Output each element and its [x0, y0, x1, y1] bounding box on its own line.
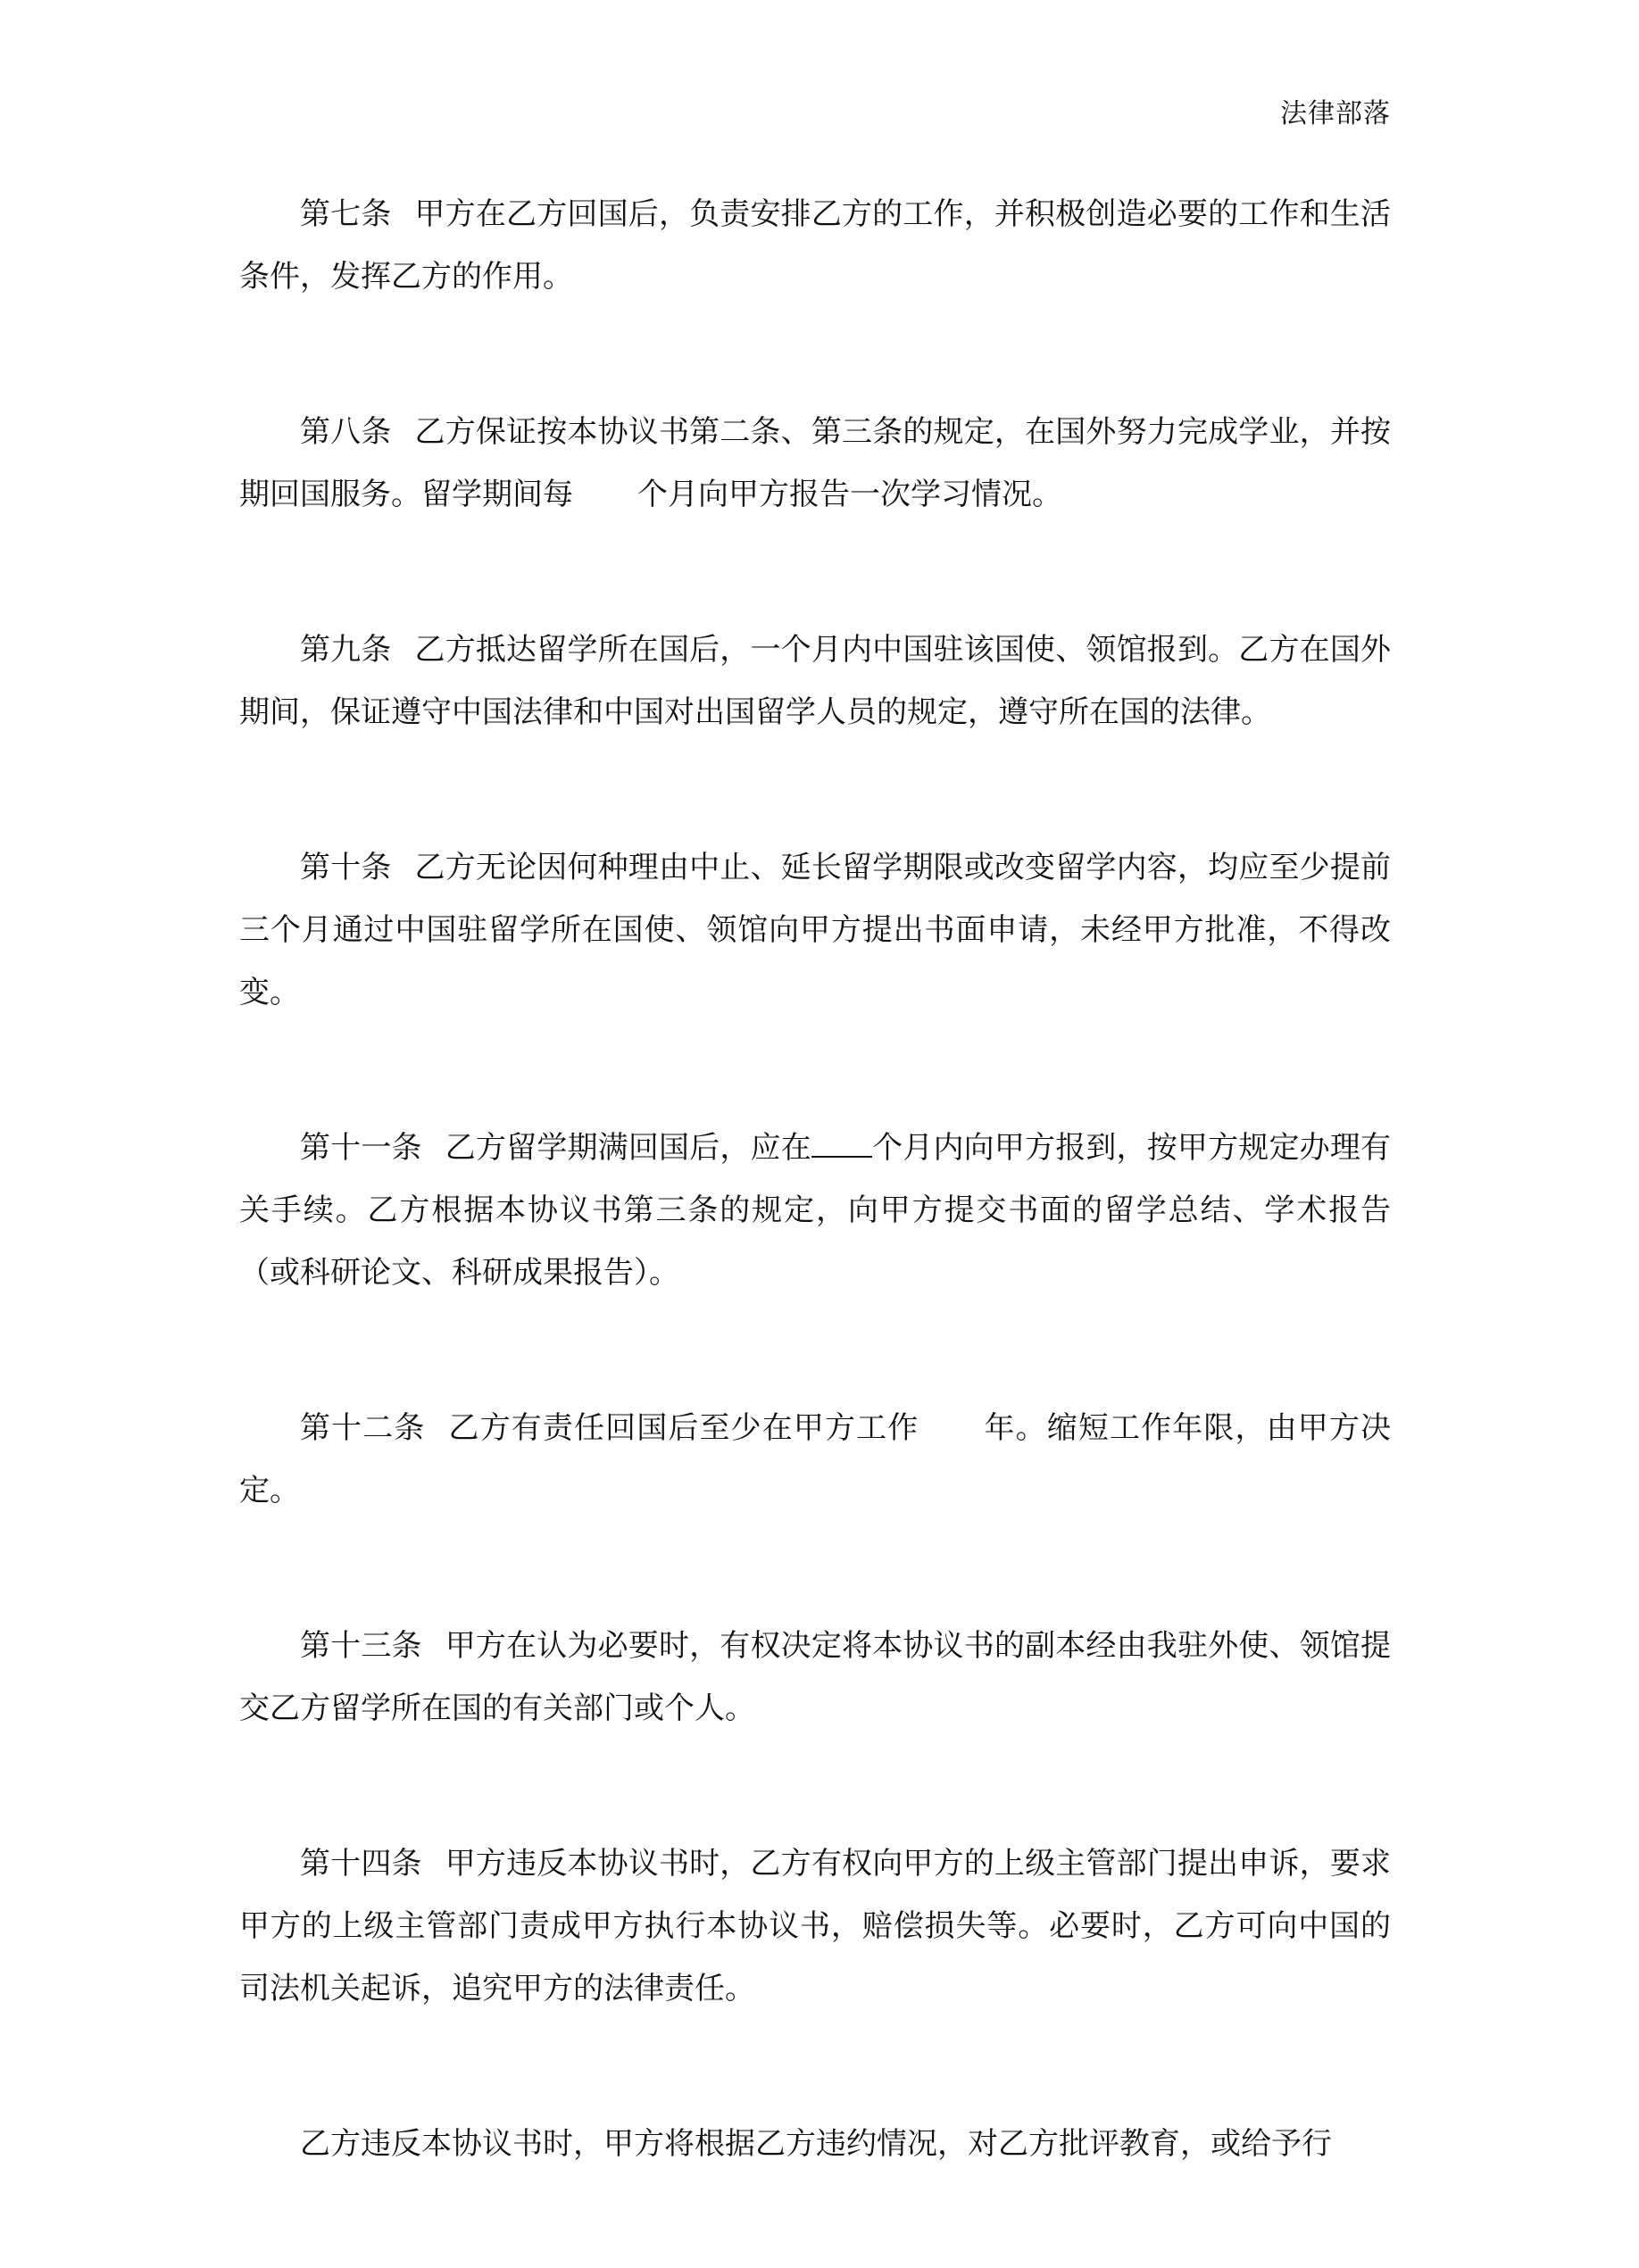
clause-text: 乙方保证按本协议书第二条、第三条的规定，在国外努力完成学业，并按期回国服务。留学期间每 [239, 414, 1391, 512]
clause-13 [239, 1615, 1391, 1740]
clause-9 [239, 619, 1391, 744]
document-body [239, 183, 1391, 2268]
clause-text: 年。缩短工作年限，由甲方决定。 [239, 1410, 1391, 1508]
clause-text: 甲方在乙方回国后，负责安排乙方的工作，并积极创造必要的工作和生活条件，发挥乙方的作用。 [239, 196, 1391, 295]
clause-12 [239, 1397, 1391, 1522]
clause-text: 个月向甲方报告一次学习情况。 [637, 477, 1062, 512]
clause-text: 个月内向甲方报到，按甲方规定办理有关手续。乙方根据本协议书第三条的规定，向甲方提交书面的留学总结、学术报告（或科研论文、科研成果报告）。 [239, 1130, 1392, 1291]
clause-text: 甲方违反本协议书时，乙方有权向甲方的上级主管部门提出申诉，要求甲方的上级主管部门责成甲方执行本协议书，赔偿损失等。必要时，乙方可向中国的司法机关起诉，追究甲方的法律责任。 [239, 1846, 1392, 2006]
clause-number: 第十四条 [300, 1846, 422, 1882]
clause-10 [239, 836, 1391, 1024]
clause-14 [239, 1832, 1391, 2020]
clause-number: 第十三条 [300, 1628, 422, 1664]
clause-number: 第十二条 [300, 1410, 426, 1446]
clause-8 [239, 401, 1391, 526]
header-watermark: 法律部落 [1280, 98, 1391, 129]
clause-number: 第九条 [300, 632, 392, 668]
closing-text: 乙方违反本协议书时，甲方将根据乙方违约情况，对乙方批评教育，或给予行 [300, 2126, 1332, 2162]
closing-paragraph [239, 2113, 1391, 2175]
clause-number: 第十条 [300, 850, 392, 885]
clause-text: 甲方在认为必要时，有权决定将本协议书的副本经由我驻外使、领馆提交乙方留学所在国的有关部门或个人。 [239, 1628, 1392, 1726]
clause-text: 乙方有责任回国后至少在甲方工作 [448, 1410, 919, 1446]
clause-number: 第七条 [300, 196, 392, 232]
clause-11 [239, 1117, 1391, 1304]
clause-number: 第八条 [300, 414, 392, 450]
clause-text: 乙方无论因何种理由中止、延长留学期限或改变留学内容，均应至少提前三个月通过中国驻留学所在国使、领馆向甲方提出书面申请，未经甲方批准，不得改变。 [239, 850, 1391, 1010]
clause-text: 乙方留学期满回国后，应在 [445, 1130, 811, 1166]
clause-7 [239, 183, 1391, 308]
clause-number: 第十一条 [300, 1130, 422, 1166]
blank-underline [811, 1131, 872, 1158]
clause-text: 乙方抵达留学所在国后，一个月内中国驻该国使、领馆报到。乙方在国外期间，保证遵守中国法律和中国对出国留学人员的规定，遵守所在国的法律。 [239, 632, 1391, 730]
